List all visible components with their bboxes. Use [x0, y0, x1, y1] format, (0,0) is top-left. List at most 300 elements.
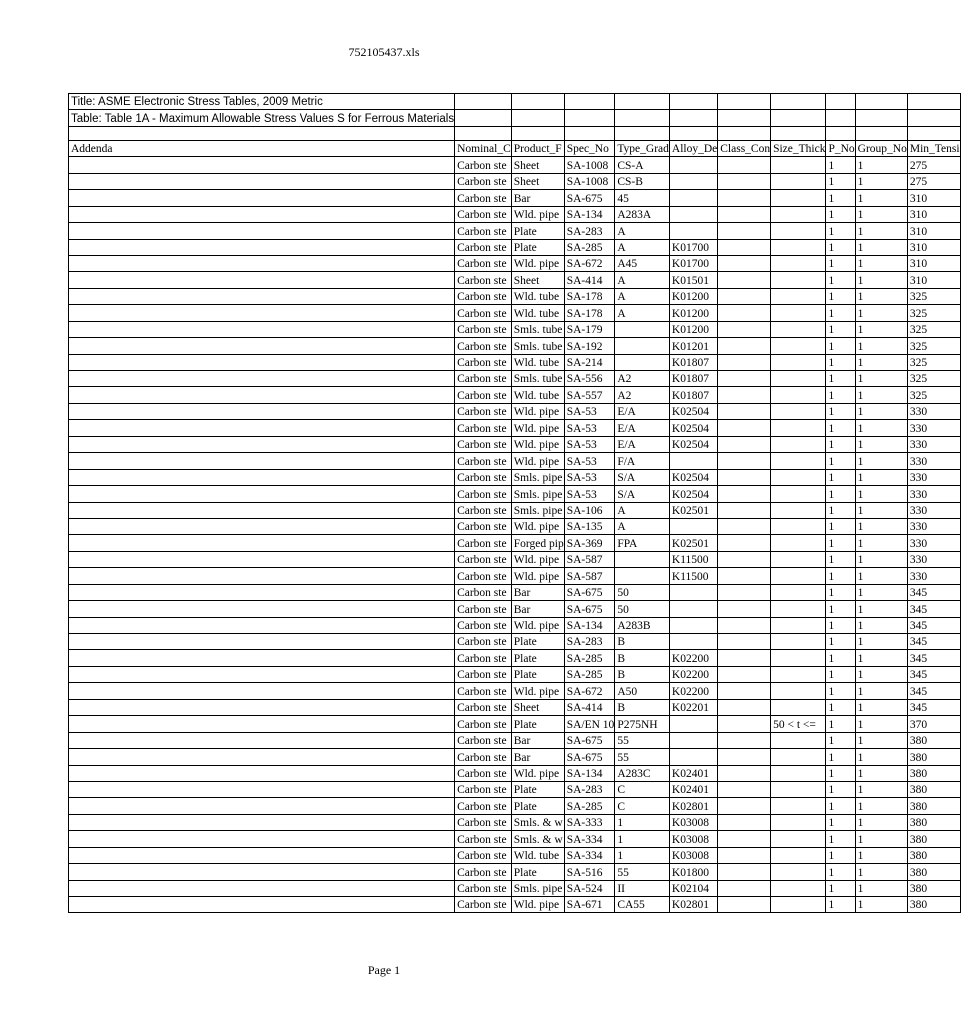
table-cell: Wld. pipe: [511, 206, 564, 222]
table-cell: 1: [855, 436, 907, 452]
table-cell: [718, 634, 771, 650]
table-cell: Plate: [511, 716, 564, 732]
table-cell: K01201: [669, 338, 717, 354]
table-cell: Plate: [511, 864, 564, 880]
table-row: [69, 781, 961, 797]
table-cell: [69, 666, 455, 682]
table-cell: [69, 781, 455, 797]
table-cell: Carbon ste: [455, 518, 512, 534]
table-cell: Wld. pipe: [511, 518, 564, 534]
table-cell: [718, 584, 771, 600]
table-cell: SA-334: [564, 831, 615, 847]
table-row: [69, 453, 961, 469]
table-row: [69, 634, 961, 650]
table-cell: Carbon ste: [455, 453, 512, 469]
table-cell: 1: [855, 584, 907, 600]
table-cell: 1: [826, 157, 855, 173]
table-cell: Wld. tube: [511, 305, 564, 321]
table-cell: [718, 781, 771, 797]
table-cell: 1: [826, 650, 855, 666]
table-cell: 1: [855, 847, 907, 863]
table-cell: 1: [855, 699, 907, 715]
table-cell: [69, 436, 455, 452]
table-row: [69, 716, 961, 732]
table-cell: Carbon ste: [455, 321, 512, 337]
table-cell: [69, 469, 455, 485]
table-cell: 380: [907, 880, 960, 896]
table-cell: 1: [826, 469, 855, 485]
table-cell: 380: [907, 749, 960, 765]
table-row: [69, 683, 961, 699]
table-cell: 50 < t <=: [771, 716, 826, 732]
table-cell: Carbon ste: [455, 847, 512, 863]
table-cell: SA-556: [564, 371, 615, 387]
table-cell: SA-285: [564, 798, 615, 814]
table-cell: 1: [855, 749, 907, 765]
table-cell: [669, 190, 717, 206]
table-cell: 55: [615, 864, 670, 880]
table-cell: [771, 453, 826, 469]
table-cell: [718, 239, 771, 255]
table-cell: [718, 502, 771, 518]
table-cell: 275: [907, 173, 960, 189]
table-cell: [718, 535, 771, 551]
table-cell: SA-285: [564, 239, 615, 255]
table-cell: [669, 601, 717, 617]
table-cell: [69, 239, 455, 255]
table-cell: Plate: [511, 781, 564, 797]
table-cell: [771, 305, 826, 321]
table-cell: SA-283: [564, 634, 615, 650]
table-cell: K02200: [669, 666, 717, 682]
table-cell: Carbon ste: [455, 716, 512, 732]
table-row: [69, 847, 961, 863]
table-cell: 1: [826, 272, 855, 288]
table-cell: 45: [615, 190, 670, 206]
table-cell: K02801: [669, 897, 717, 913]
table-cell: Carbon ste: [455, 206, 512, 222]
table-cell: [771, 272, 826, 288]
table-cell: 1: [826, 798, 855, 814]
table-cell: Smls. tube: [511, 371, 564, 387]
table-cell: 1: [826, 864, 855, 880]
column-header: Addenda: [69, 140, 455, 156]
table-cell: 325: [907, 321, 960, 337]
table-cell: K03008: [669, 831, 717, 847]
table-cell: SA-587: [564, 551, 615, 567]
table-row: [69, 157, 961, 173]
table-cell: 1: [855, 469, 907, 485]
table-cell: SA-672: [564, 683, 615, 699]
table-cell: Carbon ste: [455, 436, 512, 452]
table-cell: [718, 617, 771, 633]
table-cell: Carbon ste: [455, 699, 512, 715]
table-cell: 1: [855, 568, 907, 584]
table-cell: [69, 502, 455, 518]
table-cell: 1: [826, 173, 855, 189]
table-cell: [771, 568, 826, 584]
table-cell: K02801: [669, 798, 717, 814]
table-cell: 1: [826, 223, 855, 239]
table-cell: [718, 288, 771, 304]
table-cell: Wld. pipe: [511, 255, 564, 271]
sheet-title-cell: Title: ASME Electronic Stress Tables, 2009 Metric: [69, 94, 455, 110]
table-cell: SA-214: [564, 354, 615, 370]
table-cell: 1: [826, 749, 855, 765]
table-cell: 1: [826, 765, 855, 781]
table-cell: 325: [907, 338, 960, 354]
table-cell: [718, 321, 771, 337]
table-cell: [771, 749, 826, 765]
table-row: [69, 206, 961, 222]
table-cell: [718, 798, 771, 814]
table-cell: A2: [615, 387, 670, 403]
table-cell: [669, 157, 717, 173]
table-cell: [69, 157, 455, 173]
table-cell: Carbon ste: [455, 502, 512, 518]
table-cell: SA-671: [564, 897, 615, 913]
table-cell: 1: [855, 864, 907, 880]
table-cell: [718, 403, 771, 419]
table-row: [69, 420, 961, 436]
table-cell: 1: [826, 453, 855, 469]
table-cell: SA-524: [564, 880, 615, 896]
table-cell: 1: [855, 354, 907, 370]
table-cell: [718, 831, 771, 847]
table-cell: SA-334: [564, 847, 615, 863]
table-cell: A: [615, 518, 670, 534]
table-cell: Carbon ste: [455, 535, 512, 551]
table-cell: [718, 387, 771, 403]
table-cell: K01200: [669, 305, 717, 321]
table-cell: Smls. tube: [511, 338, 564, 354]
table-cell: [718, 551, 771, 567]
table-cell: Carbon ste: [455, 897, 512, 913]
table-cell: [69, 601, 455, 617]
column-header-row: [69, 140, 961, 156]
table-cell: [771, 518, 826, 534]
table-cell: 1: [855, 683, 907, 699]
blank-row: [69, 126, 961, 140]
table-name-row: [69, 110, 961, 126]
table-cell: SA-675: [564, 749, 615, 765]
table-cell: Carbon ste: [455, 223, 512, 239]
table-cell: [669, 584, 717, 600]
table-row: [69, 321, 961, 337]
table-cell: K11500: [669, 551, 717, 567]
table-cell: 1: [855, 157, 907, 173]
table-cell: SA-516: [564, 864, 615, 880]
table-row: [69, 272, 961, 288]
table-cell: E/A: [615, 420, 670, 436]
table-cell: 55: [615, 749, 670, 765]
table-cell: SA-179: [564, 321, 615, 337]
table-cell: Plate: [511, 239, 564, 255]
table-cell: [718, 568, 771, 584]
table-cell: [718, 650, 771, 666]
table-cell: Carbon ste: [455, 798, 512, 814]
table-row: [69, 403, 961, 419]
table-cell: 1: [826, 601, 855, 617]
table-cell: 325: [907, 387, 960, 403]
table-cell: SA-333: [564, 814, 615, 830]
table-cell: Wld. pipe: [511, 683, 564, 699]
table-cell: [69, 223, 455, 239]
table-cell: Plate: [511, 634, 564, 650]
table-row: [69, 469, 961, 485]
table-cell: 345: [907, 584, 960, 600]
table-cell: 1: [826, 568, 855, 584]
table-cell: [615, 568, 670, 584]
table-cell: Carbon ste: [455, 403, 512, 419]
title-row: [69, 94, 961, 110]
table-cell: [718, 897, 771, 913]
table-cell: Plate: [511, 650, 564, 666]
table-cell: [615, 321, 670, 337]
table-row: [69, 831, 961, 847]
table-cell: 1: [855, 288, 907, 304]
table-cell: SA-53: [564, 403, 615, 419]
table-cell: F/A: [615, 453, 670, 469]
table-cell: [669, 617, 717, 633]
table-cell: Wld. tube: [511, 288, 564, 304]
table-cell: [771, 288, 826, 304]
table-cell: [69, 190, 455, 206]
table-cell: Smls. pipe: [511, 880, 564, 896]
table-cell: 1: [826, 321, 855, 337]
table-cell: 380: [907, 781, 960, 797]
table-cell: 1: [855, 272, 907, 288]
table-cell: Carbon ste: [455, 864, 512, 880]
table-cell: [771, 190, 826, 206]
table-cell: 1: [826, 403, 855, 419]
table-cell: 1: [855, 518, 907, 534]
table-cell: [69, 453, 455, 469]
table-cell: [718, 814, 771, 830]
table-row: [69, 173, 961, 189]
table-cell: [771, 880, 826, 896]
table-cell: 380: [907, 831, 960, 847]
table-cell: Carbon ste: [455, 634, 512, 650]
table-cell: Carbon ste: [455, 486, 512, 502]
table-cell: [718, 765, 771, 781]
table-cell: Carbon ste: [455, 831, 512, 847]
table-cell: 310: [907, 206, 960, 222]
table-cell: [69, 338, 455, 354]
table-cell: 1: [826, 354, 855, 370]
table-cell: [718, 469, 771, 485]
table-cell: 1: [826, 617, 855, 633]
table-cell: [69, 518, 455, 534]
table-cell: K02200: [669, 683, 717, 699]
table-cell: Sheet: [511, 699, 564, 715]
table-cell: K01700: [669, 239, 717, 255]
table-cell: Plate: [511, 666, 564, 682]
table-cell: 345: [907, 666, 960, 682]
table-cell: [771, 469, 826, 485]
column-header: Alloy_De: [669, 140, 717, 156]
table-cell: 330: [907, 420, 960, 436]
table-cell: [69, 650, 455, 666]
table-cell: 1: [826, 436, 855, 452]
table-cell: A283A: [615, 206, 670, 222]
table-cell: 380: [907, 864, 960, 880]
table-cell: SA-53: [564, 486, 615, 502]
table-cell: 1: [826, 683, 855, 699]
table-cell: [69, 568, 455, 584]
table-row: [69, 239, 961, 255]
table-cell: [771, 864, 826, 880]
table-cell: [771, 354, 826, 370]
table-cell: Carbon ste: [455, 173, 512, 189]
table-cell: [771, 798, 826, 814]
table-cell: 1: [826, 781, 855, 797]
table-cell: [69, 683, 455, 699]
table-cell: Carbon ste: [455, 190, 512, 206]
table-row: [69, 387, 961, 403]
table-cell: [718, 354, 771, 370]
table-cell: [718, 436, 771, 452]
table-cell: 1: [855, 502, 907, 518]
table-row: [69, 568, 961, 584]
table-cell: 1: [826, 371, 855, 387]
table-cell: 1: [826, 338, 855, 354]
table-cell: 345: [907, 683, 960, 699]
table-cell: 310: [907, 190, 960, 206]
table-cell: SA-106: [564, 502, 615, 518]
table-cell: Carbon ste: [455, 814, 512, 830]
table-row: [69, 354, 961, 370]
table-cell: B: [615, 634, 670, 650]
column-header: P_No: [826, 140, 855, 156]
table-cell: K02504: [669, 403, 717, 419]
table-cell: Plate: [511, 223, 564, 239]
table-cell: [69, 387, 455, 403]
table-cell: 1: [855, 206, 907, 222]
table-row: [69, 371, 961, 387]
table-cell: 1: [826, 880, 855, 896]
table-cell: 1: [826, 716, 855, 732]
table-row: [69, 601, 961, 617]
table-cell: CS-B: [615, 173, 670, 189]
table-cell: Bar: [511, 732, 564, 748]
table-cell: Wld. pipe: [511, 453, 564, 469]
table-cell: [669, 206, 717, 222]
table-cell: 1: [826, 206, 855, 222]
table-cell: [69, 847, 455, 863]
table-cell: SA-134: [564, 206, 615, 222]
table-cell: [771, 239, 826, 255]
table-cell: Sheet: [511, 272, 564, 288]
column-header: Size_Thick: [771, 140, 826, 156]
table-cell: [771, 699, 826, 715]
table-cell: 1: [826, 847, 855, 863]
table-cell: [69, 321, 455, 337]
table-cell: CA55: [615, 897, 670, 913]
table-cell: [771, 814, 826, 830]
column-header: Product_F: [511, 140, 564, 156]
table-cell: A50: [615, 683, 670, 699]
table-cell: [771, 321, 826, 337]
table-cell: Wld. pipe: [511, 420, 564, 436]
table-cell: 1: [855, 781, 907, 797]
table-cell: 1: [855, 666, 907, 682]
table-cell: [669, 223, 717, 239]
column-header: Class_Con: [718, 140, 771, 156]
table-cell: 380: [907, 814, 960, 830]
table-cell: Carbon ste: [455, 732, 512, 748]
table-cell: [69, 749, 455, 765]
table-cell: SA-675: [564, 601, 615, 617]
table-cell: 1: [826, 666, 855, 682]
table-row: [69, 305, 961, 321]
table-row: [69, 551, 961, 567]
table-cell: SA-587: [564, 568, 615, 584]
table-cell: Carbon ste: [455, 666, 512, 682]
table-cell: [669, 453, 717, 469]
table-cell: Wld. tube: [511, 847, 564, 863]
table-cell: [718, 699, 771, 715]
table-cell: 1: [615, 831, 670, 847]
table-cell: [718, 453, 771, 469]
table-cell: SA-53: [564, 469, 615, 485]
table-cell: K02504: [669, 469, 717, 485]
table-cell: 310: [907, 223, 960, 239]
table-cell: K02104: [669, 880, 717, 896]
table-cell: Carbon ste: [455, 255, 512, 271]
table-row: [69, 518, 961, 534]
table-cell: K02401: [669, 781, 717, 797]
table-cell: 1: [855, 338, 907, 354]
table-cell: 1: [826, 239, 855, 255]
table-cell: Carbon ste: [455, 765, 512, 781]
table-cell: SA-134: [564, 617, 615, 633]
table-cell: 330: [907, 568, 960, 584]
table-cell: 380: [907, 798, 960, 814]
table-row: [69, 190, 961, 206]
table-cell: Carbon ste: [455, 354, 512, 370]
table-cell: [69, 584, 455, 600]
table-cell: 310: [907, 272, 960, 288]
table-cell: 1: [855, 371, 907, 387]
table-cell: 1: [826, 420, 855, 436]
table-cell: 1: [826, 551, 855, 567]
table-cell: 370: [907, 716, 960, 732]
table-cell: 50: [615, 601, 670, 617]
table-cell: [615, 551, 670, 567]
table-cell: SA/EN 10: [564, 716, 615, 732]
table-cell: Carbon ste: [455, 617, 512, 633]
table-cell: [771, 897, 826, 913]
table-cell: [771, 601, 826, 617]
table-cell: CS-A: [615, 157, 670, 173]
table-cell: 1: [855, 486, 907, 502]
table-cell: K01501: [669, 272, 717, 288]
table-cell: C: [615, 798, 670, 814]
table-cell: [69, 535, 455, 551]
table-row: [69, 288, 961, 304]
table-cell: 1: [855, 420, 907, 436]
table-cell: K01807: [669, 354, 717, 370]
table-cell: K01800: [669, 864, 717, 880]
table-cell: 1: [826, 255, 855, 271]
table-cell: 1: [615, 847, 670, 863]
table-cell: SA-192: [564, 338, 615, 354]
table-cell: B: [615, 699, 670, 715]
table-cell: [69, 897, 455, 913]
table-cell: [69, 814, 455, 830]
table-cell: SA-675: [564, 732, 615, 748]
